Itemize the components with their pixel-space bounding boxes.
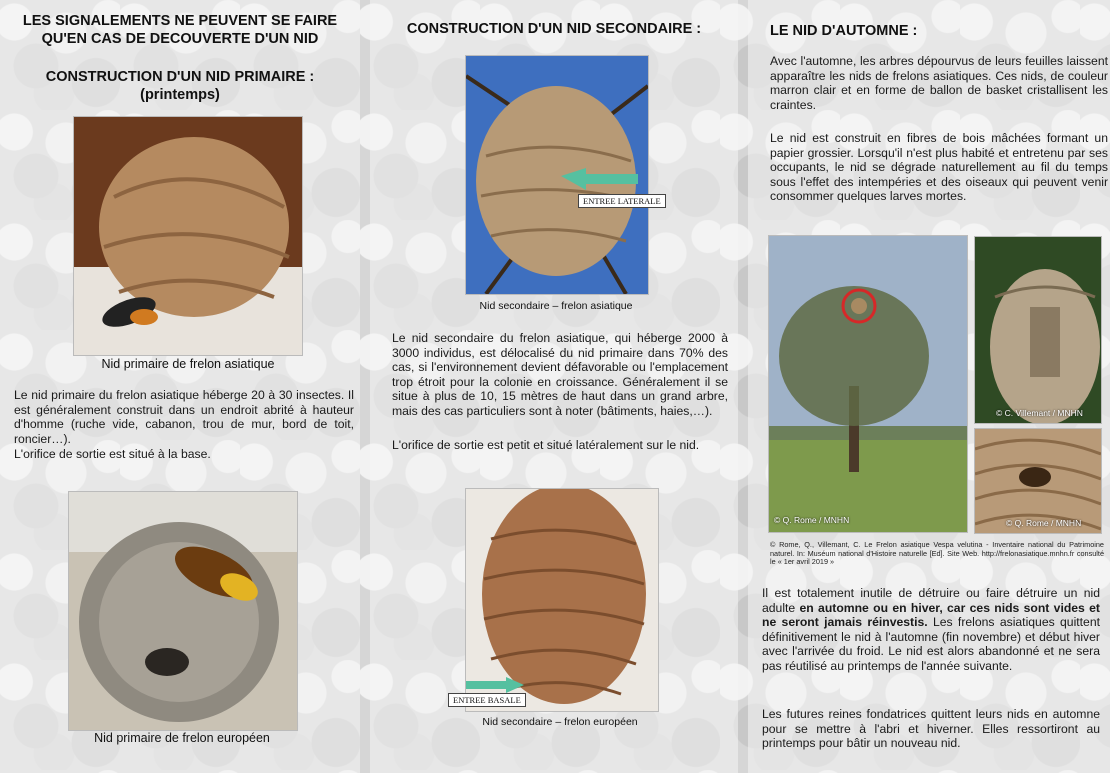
caption-primary-nest-european: Nid primaire de frelon européen: [94, 731, 270, 745]
primary-nest-heading: CONSTRUCTION D'UN NID PRIMAIRE :: [45, 69, 315, 85]
reference-citation: © Rome, Q., Villemant, C. Le Frelon asiatique Vespa velutina - Inventaire national du Patrimoine naturel. In: Muséum national d'Histoire naturelle [Ed]. Site Web. http://frelonasiatique.mnhn.fr consulté le « 1er avril 2019 »: [770, 540, 1104, 567]
credit-nest-photo-1: © C. Villemant / MNHN: [996, 408, 1083, 418]
warning-heading: LES SIGNALEMENTS NE PEUVENT SE FAIRE QU'EN CAS DE DECOUVERTE D'UN NID: [22, 13, 338, 47]
secondary-nest-paragraph: Le nid secondaire du frelon asiatique, qui héberge 2000 à 3000 individus, est délocalisé du nid primaire dans 70% des cas, si l'environnement devient défavorable ou l'emplacement trop étroit pour la colonie en croissance. Généralement il se situe à plus de 10, 15 mètres de haut dans un grand arbre, mais des cas particuliers sont à noter (bâtiments, haies,…).: [392, 331, 728, 418]
panel-left: [0, 0, 360, 773]
photo-primary-nest-european: [68, 491, 298, 731]
secondary-nest-heading: CONSTRUCTION D'UN NID SECONDAIRE :: [406, 21, 702, 37]
autumn-paragraph-4: Les futures reines fondatrices quittent leurs nids en automne pour se mettre à l'abri et hiverner. Elles ressortiront au printemps pour bâtir un nouveau nid.: [762, 707, 1100, 751]
autumn-paragraph-3: [762, 586, 1100, 674]
para3-end: Les frelons asiatiques quittent définitivement le nid à l'automne (fin novembre) et début hiver avec l'arrivée du froid. Le nid est alors abandonné et ne sera pas réutilisé au printemps de l'année suivante.: [762, 615, 1100, 673]
caption-secondary-nest-european: Nid secondaire – frelon européen: [482, 716, 638, 728]
primary-nest-exit-text: L'orifice de sortie est situé à la base.: [14, 447, 211, 461]
autumn-paragraph-2: Le nid est construit en fibres de bois mâchées formant un papier grossier. Lorsqu'il n'est plus habité et entretenu par ses occupants, le nid se dégrade naturellement au fil du temps sous l'effet des intempéries et des oiseaux qui peuvent venir consommer quelques larves mortes.: [770, 131, 1108, 204]
photo-degraded-nest: [974, 236, 1102, 424]
photo-secondary-nest-european: [465, 488, 659, 712]
primary-nest-paragraph: Le nid primaire du frelon asiatique héberge 20 à 30 insectes. Il est généralement construit dans un endroit abrité à hauteur d'homme (ruche vide, cabanon, trou de mur, bord de toit, roncier…).: [14, 388, 354, 446]
caption-secondary-nest-asian: Nid secondaire – frelon asiatique: [479, 300, 633, 312]
label-lateral-entrance: ENTREE LATERALE: [578, 194, 666, 208]
para3-bold: en automne ou en hiver, car ces nids sont vides et ne seront jamais réinvestis.: [762, 600, 1100, 630]
photo-secondary-nest-asian: [465, 55, 649, 295]
caption-primary-nest-asian: Nid primaire de frelon asiatique: [101, 357, 275, 371]
para3-start: Il est totalement inutile de détruire ou faire détruire un nid adulte: [762, 586, 1100, 615]
secondary-nest-exit-text: L'orifice de sortie est petit et situé latéralement sur le nid.: [392, 438, 700, 452]
label-basal-entrance: ENTREE BASALE: [448, 693, 526, 707]
autumn-nest-heading: LE NID D'AUTOMNE :: [770, 23, 918, 39]
primary-nest-subheading: (printemps): [140, 87, 220, 103]
photo-tree-with-nest: [768, 235, 968, 533]
panel-middle: [370, 0, 738, 773]
credit-tree-photo: © Q. Rome / MNHN: [774, 515, 850, 525]
photo-primary-nest-asian: [73, 116, 303, 356]
autumn-paragraph-1: Avec l'automne, les arbres dépourvus de leurs feuilles laissent apparaître les nids de frelons asiatiques. Ces nids, de couleur marron clair et en forme de ballon de basket cristallisent les craintes.: [770, 54, 1108, 112]
panel-right: [748, 0, 1110, 773]
credit-nest-photo-2: © Q. Rome / MNHN: [1006, 518, 1082, 528]
